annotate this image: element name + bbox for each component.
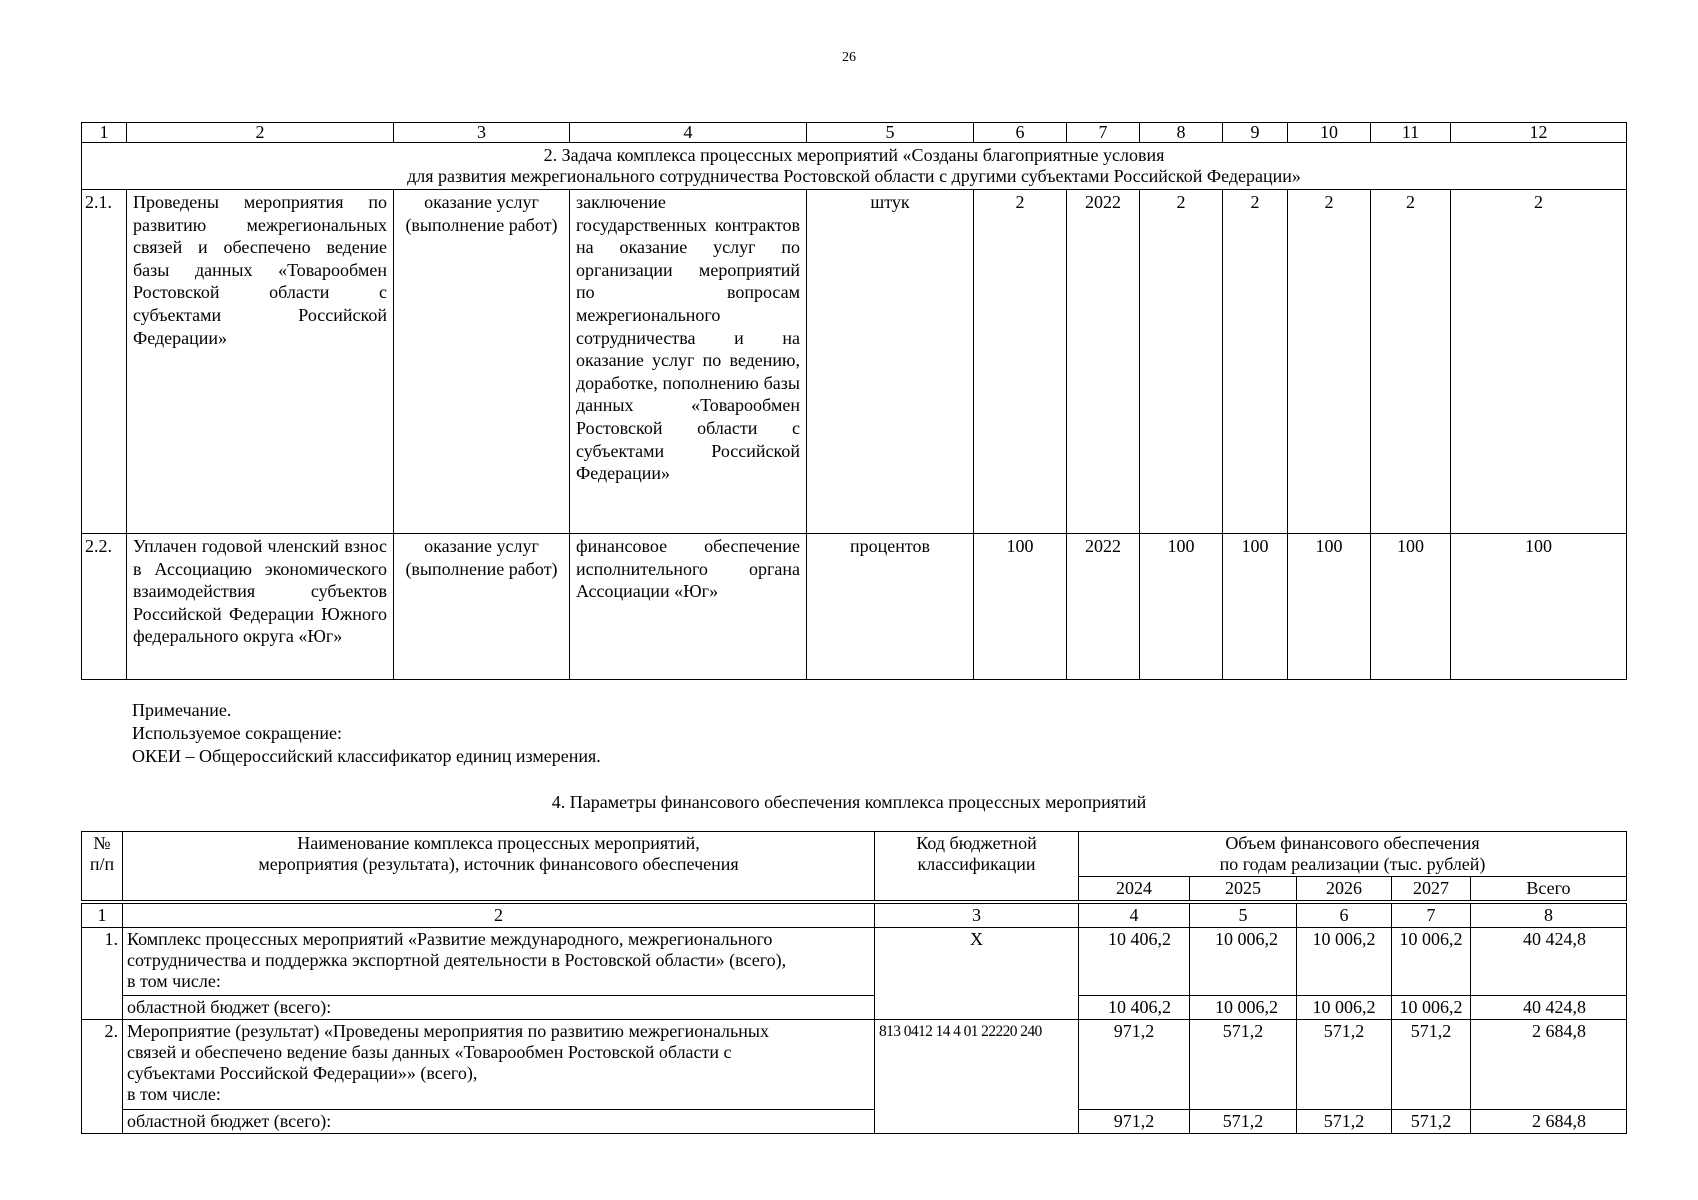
task-header-line: для развития межрегионального сотрудничества Ростовской области с другими субъектами Российской Федерации»: [407, 166, 1301, 186]
header-year: 2026: [1297, 877, 1392, 901]
header-num: [82, 832, 123, 901]
value-cell: 2: [1451, 190, 1627, 534]
note-block: [132, 699, 601, 768]
value-cell: 2: [1371, 190, 1451, 534]
value-cell: 100: [1288, 534, 1371, 680]
finance-table: [81, 831, 1627, 1134]
row-name: [123, 928, 875, 996]
result-name: Проведены мероприятия по развитию межрегиональных связей и обеспечено ведение базы данных «Товарообмен Ростовской области с субъектами Российской Федерации»: [127, 190, 394, 534]
table-row: [82, 1020, 1627, 1110]
task-header-row: [82, 143, 1627, 190]
amount-cell: 10 006,2: [1392, 928, 1471, 996]
header-code: [875, 832, 1079, 901]
page-number: 26: [842, 50, 856, 65]
header-text: мероприятия (результата), источник финансового обеспечения: [258, 854, 739, 874]
column-number: 11: [1371, 123, 1451, 143]
header-text: Код бюджетной: [916, 833, 1037, 853]
header-text: п/п: [89, 854, 115, 874]
column-number: 8: [1140, 123, 1223, 143]
column-number: 12: [1451, 123, 1627, 143]
amount-total: 40 424,8: [1471, 996, 1627, 1020]
amount-cell: 571,2: [1392, 1110, 1471, 1134]
header-name: [123, 832, 875, 901]
value-cell: 2: [1223, 190, 1288, 534]
column-number: 7: [1067, 123, 1140, 143]
amount-total: 2 684,8: [1471, 1020, 1627, 1110]
row-name-line: в том числе:: [127, 1084, 221, 1104]
column-number: 9: [1223, 123, 1288, 143]
amount-cell: 10 006,2: [1297, 928, 1392, 996]
note-line: Используемое сокращение:: [132, 723, 342, 743]
row-number: 2.2.: [82, 534, 127, 680]
amount-cell: 571,2: [1190, 1110, 1297, 1134]
amount-cell: 571,2: [1190, 1020, 1297, 1110]
amount-cell: 10 006,2: [1297, 996, 1392, 1020]
column-number: 3: [394, 123, 570, 143]
base-year: 2022: [1067, 534, 1140, 680]
header-row: [82, 832, 1627, 877]
value-cell: 100: [1451, 534, 1627, 680]
column-number: 5: [807, 123, 974, 143]
column-number: 4: [570, 123, 807, 143]
result-name: Уплачен годовой членский взнос в Ассоциацию экономического взаимодействия субъектов Российской Федерации Южного федерального округа «Юг»: [127, 534, 394, 680]
row-name: [123, 1020, 875, 1110]
result-type: оказание услуг (выполнение работ): [394, 534, 570, 680]
header-year: 2025: [1190, 877, 1297, 901]
column-number: 8: [1471, 904, 1627, 928]
column-number: 7: [1392, 904, 1471, 928]
table-row: [82, 534, 1627, 680]
amount-cell: 10 006,2: [1190, 996, 1297, 1020]
column-number: 4: [1079, 904, 1190, 928]
amount-cell: 10 006,2: [1190, 928, 1297, 996]
note-title: Примечание.: [132, 700, 232, 720]
budget-code: 813 0412 14 4 01 22220 240: [875, 1020, 1079, 1134]
row-name-line: Комплекс процессных мероприятий «Развитие международного, межрегионального: [127, 929, 773, 949]
row-number: 1.: [82, 928, 123, 1020]
amount-cell: 10 406,2: [1079, 996, 1190, 1020]
table-row: [82, 928, 1627, 996]
column-number: 6: [974, 123, 1067, 143]
amount-cell: 571,2: [1297, 1110, 1392, 1134]
header-text: Объем финансового обеспечения: [1225, 833, 1480, 853]
row-number: 2.1.: [82, 190, 127, 534]
value-cell: 100: [1223, 534, 1288, 680]
column-number-row: [82, 904, 1627, 928]
value-cell: 100: [1140, 534, 1223, 680]
amount-cell: 971,2: [1079, 1020, 1190, 1110]
header-text: классификации: [917, 854, 1036, 874]
amount-cell: 10 006,2: [1392, 996, 1471, 1020]
column-number: 5: [1190, 904, 1297, 928]
amount-total: 40 424,8: [1471, 928, 1627, 996]
task-header: [82, 143, 1627, 190]
amount-total: 2 684,8: [1471, 1110, 1627, 1134]
column-number: 2: [127, 123, 394, 143]
section-title: 4. Параметры финансового обеспечения комплекса процессных мероприятий: [551, 792, 1147, 812]
header-text: по годам реализации (тыс. рублей): [1219, 854, 1486, 874]
note-line: ОКЕИ – Общероссийский классификатор единиц измерения.: [132, 746, 601, 766]
base-value: 100: [974, 534, 1067, 680]
value-cell: 100: [1371, 534, 1451, 680]
column-number: 10: [1288, 123, 1371, 143]
header-total: Всего: [1471, 877, 1627, 901]
task-header-line: 2. Задача комплекса процессных мероприятий «Созданы благоприятные условия: [543, 145, 1165, 165]
header-text: №: [93, 833, 111, 853]
amount-cell: 571,2: [1297, 1020, 1392, 1110]
table-subrow: [82, 996, 1627, 1020]
column-number: 6: [1297, 904, 1392, 928]
source-label: областной бюджет (всего):: [123, 996, 875, 1020]
base-year: 2022: [1067, 190, 1140, 534]
column-number: 2: [123, 904, 875, 928]
value-cell: 2: [1140, 190, 1223, 534]
base-value: 2: [974, 190, 1067, 534]
amount-cell: 10 406,2: [1079, 928, 1190, 996]
amount-cell: 971,2: [1079, 1110, 1190, 1134]
column-number: 3: [875, 904, 1079, 928]
table-subrow: [82, 1110, 1627, 1134]
column-number: 1: [82, 123, 127, 143]
row-name-line: в том числе:: [127, 971, 221, 991]
amount-cell: 571,2: [1392, 1020, 1471, 1110]
budget-code: Х: [875, 928, 1079, 1020]
header-year: 2024: [1079, 877, 1190, 901]
column-number-row: [82, 123, 1627, 143]
column-number: 1: [82, 904, 123, 928]
unit: процентов: [807, 534, 974, 680]
row-name-line: сотрудничества и поддержка экспортной деятельности в Ростовской области» (всего),: [127, 950, 787, 970]
row-number: 2.: [82, 1020, 123, 1134]
row-name-line: Мероприятие (результат) «Проведены мероприятия по развитию межрегиональных: [127, 1021, 769, 1041]
table-row: [82, 190, 1627, 534]
header-text: Наименование комплекса процессных мероприятий,: [297, 833, 700, 853]
header-year: 2027: [1392, 877, 1471, 901]
header-volume: [1079, 832, 1627, 877]
row-name-line: связей и обеспечено ведение базы данных «Товарообмен Ростовской области с: [127, 1042, 732, 1062]
result-type: оказание услуг (выполнение работ): [394, 190, 570, 534]
row-name-line: субъектами Российской Федерации»» (всего),: [127, 1063, 478, 1083]
source-label: областной бюджет (всего):: [123, 1110, 875, 1134]
unit: штук: [807, 190, 974, 534]
result-characteristic: заключение государственных контрактов на оказание услуг по организации мероприятий по вопросам межрегионального сотрудничества и на оказание услуг по ведению, доработке, пополнению базы данных «Товарообмен Ростовской области с субъектами Российской Федерации»: [570, 190, 807, 534]
indicators-table: [81, 122, 1627, 680]
result-characteristic: финансовое обеспечение исполнительного органа Ассоциации «Юг»: [570, 534, 807, 680]
value-cell: 2: [1288, 190, 1371, 534]
